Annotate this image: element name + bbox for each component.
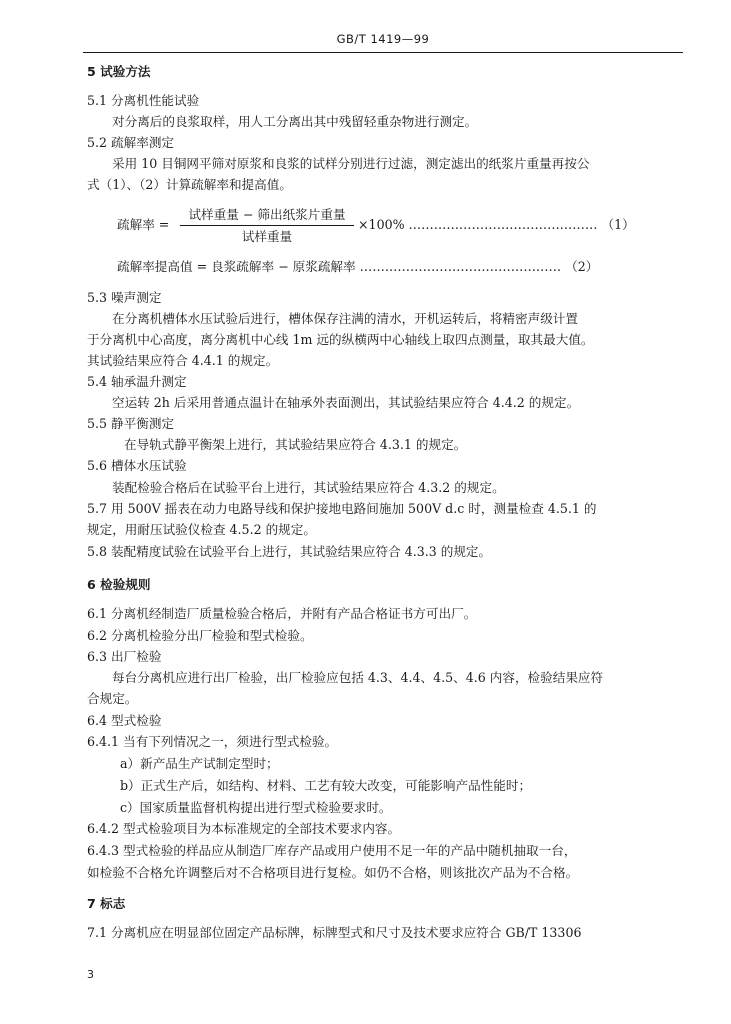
clause-5-7-line-2: 规定，用耐压试验仪检查 4.5.2 的规定。 [87, 522, 316, 537]
clause-7-1: 7.1 分离机应在明显部位固定产品标牌，标牌型式和尺寸及技术要求应符合 GB/T 13306 [87, 925, 582, 940]
clause-5-1-title: 5.1 分离机性能试验 [87, 93, 200, 108]
clause-5-5-body: 在导轨式静平衡架上进行，其试验结果应符合 4.3.1 的规定。 [124, 437, 467, 452]
clause-6-1: 6.1 分离机经制造厂质量检验合格后，并附有产品合格证书方可出厂。 [87, 606, 477, 621]
clause-5-5-title: 5.5 静平衡测定 [87, 416, 175, 431]
clause-6-3-body-line-2: 合规定。 [87, 691, 138, 706]
standard-code-header: GB/T 1419—99 [336, 32, 430, 46]
clause-5-2-body-line-1: 采用 10 目铜网平筛对原浆和良浆的试样分别进行过滤，测定滤出的纸浆片重量再按公 [112, 156, 590, 171]
section-5-title: 5 试验方法 [87, 64, 151, 79]
page-number: 3 [87, 968, 94, 981]
clause-5-3-body-line-1: 在分离机槽体水压试验后进行，槽体保存注满的清水，开机运转后，将精密声级计置 [112, 311, 578, 326]
equation-1-fraction-bar [180, 225, 354, 226]
clause-5-7-line-1: 5.7 用 500V 摇表在动力电路导线和保护接地电路间施加 500V d.c 时，测量检查 4.5.1 的 [87, 501, 597, 516]
clause-6-4-title: 6.4 型式检验 [87, 713, 162, 728]
clause-6-4-1-item-b: b）正式生产后，如结构、材料、工艺有较大改变，可能影响产品性能时； [120, 778, 532, 793]
clause-6-2: 6.2 分离机检验分出厂检验和型式检验。 [87, 628, 313, 643]
clause-5-6-body: 装配检验合格后在试验平台上进行，其试验结果应符合 4.3.2 的规定。 [112, 480, 505, 495]
clause-5-8: 5.8 装配精度试验在试验平台上进行，其试验结果应符合 4.3.3 的规定。 [87, 544, 492, 559]
clause-5-4-title: 5.4 轴承温升测定 [87, 374, 187, 389]
equation-1-lhs: 疏解率 = [117, 217, 170, 232]
clause-6-4-2: 6.4.2 型式检验项目为本标准规定的全部技术要求内容。 [87, 821, 401, 836]
clause-6-4-1-item-c: c）国家质量监督机构提出进行型式检验要求时。 [120, 800, 392, 815]
equation-1-denominator: 试样重量 [241, 229, 293, 244]
clause-5-3-title: 5.3 噪声测定 [87, 290, 162, 305]
clause-5-2-body-line-2: 式（1）、（2）计算疏解率和提高值。 [87, 177, 292, 192]
clause-6-4-1: 6.4.1 当有下列情况之一，须进行型式检验。 [87, 734, 338, 749]
header-rule [83, 52, 683, 53]
section-6-title: 6 检验规则 [87, 577, 151, 592]
equation-1-tail: ×100% ……………………………………… （1） [358, 217, 635, 232]
clause-6-3-title: 6.3 出厂检验 [87, 649, 162, 664]
clause-6-4-3-line-2: 如检验不合格允许调整后对不合格项目进行复检。如仍不合格，则该批次产品为不合格。 [87, 865, 579, 880]
clause-5-2-title: 5.2 疏解率测定 [87, 135, 175, 150]
clause-5-1-body: 对分离后的良浆取样，用人工分离出其中残留轻重杂物进行测定。 [112, 114, 478, 129]
equation-2: 疏解率提高值 = 良浆疏解率 − 原浆疏解率 ………………………………………… （2） [117, 259, 599, 274]
equation-1-numerator: 试样重量 − 筛出纸浆片重量 [188, 207, 346, 222]
clause-6-4-1-item-a: a）新产品生产试制定型时； [120, 756, 279, 771]
section-7-title: 7 标志 [87, 896, 126, 911]
clause-5-6-title: 5.6 槽体水压试验 [87, 458, 187, 473]
clause-5-4-body: 空运转 2h 后采用普通点温计在轴承外表面测出，其试验结果应符合 4.4.2 的规定。 [112, 395, 580, 410]
clause-5-3-body-line-2: 于分离机中心高度，离分离机中心线 1m 远的纵横两中心轴线上取四点测量，取其最大值。 [87, 332, 594, 347]
clause-6-4-3-line-1: 6.4.3 型式检验的样品应从制造厂库存产品或用户使用不足一年的产品中随机抽取一台， [87, 843, 577, 858]
clause-5-3-body-line-3: 其试验结果应符合 4.4.1 的规定。 [87, 353, 279, 368]
clause-6-3-body-line-1: 每台分离机应进行出厂检验，出厂检验应包括 4.3、4.4、4.5、4.6 内容，检验结果应符 [112, 670, 604, 685]
